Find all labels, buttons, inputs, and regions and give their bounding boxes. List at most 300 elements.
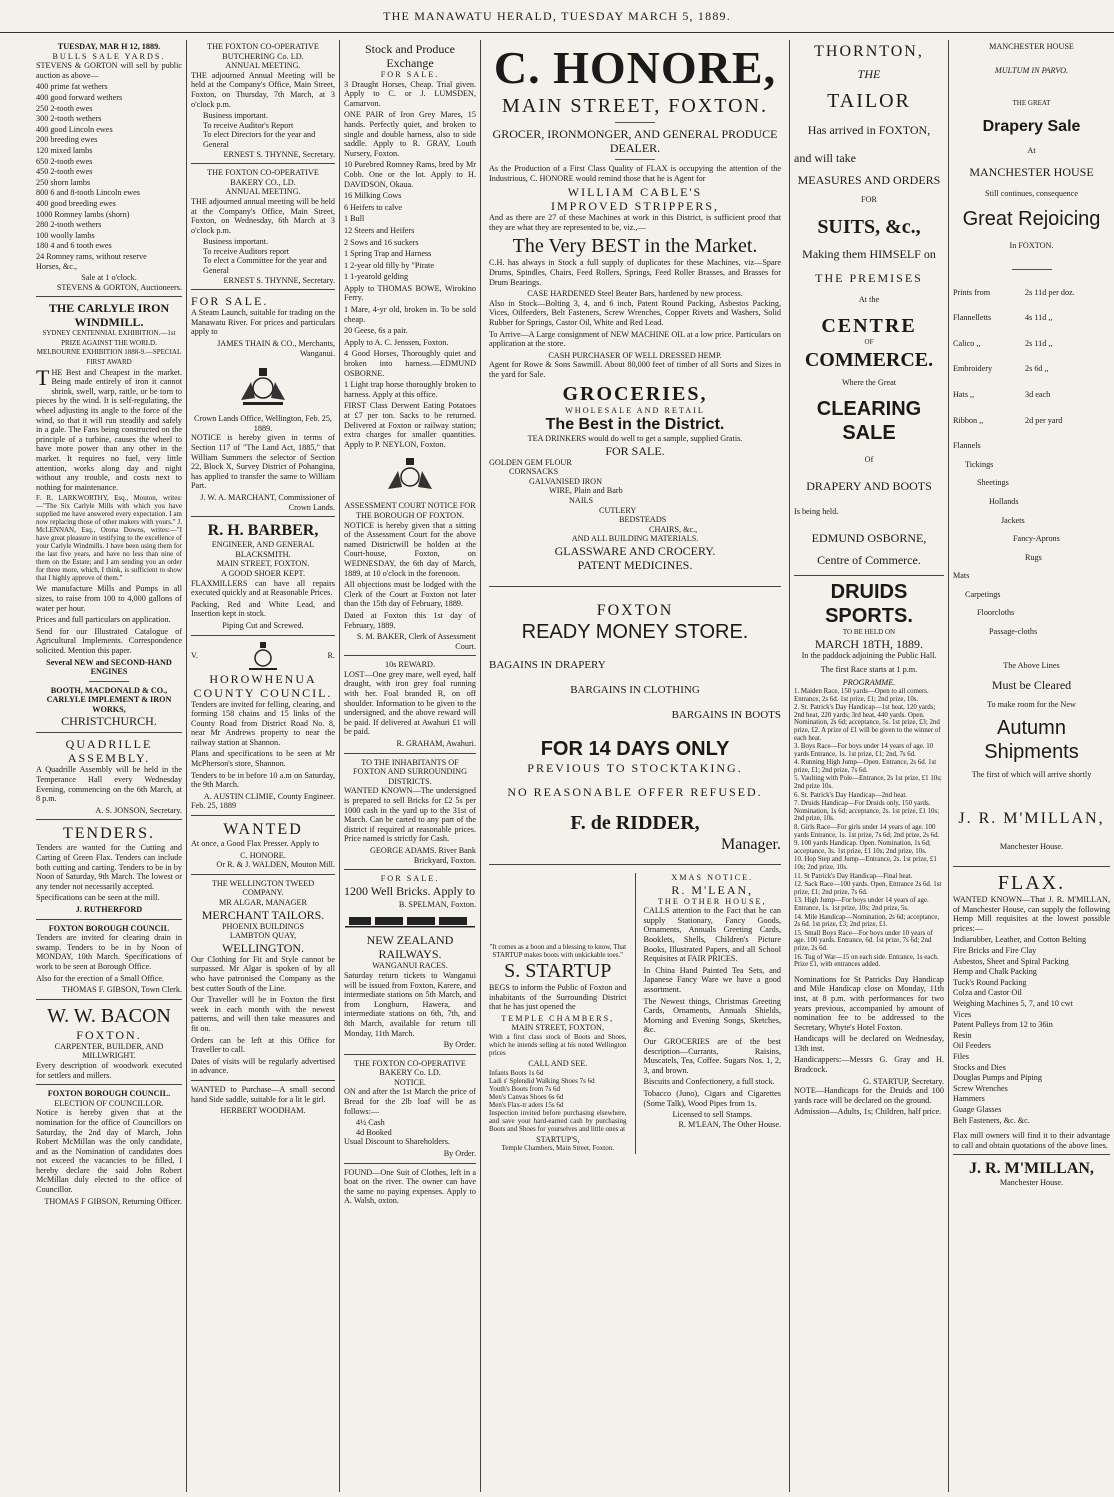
ad-body: And as there are 27 of these Machines at work in this District, is sufficient proof that they are what they are represented to be, viz.,— <box>489 213 781 232</box>
ad-body: Nominations for St Patricks Day Handicap and Mile Handicap close on Monday, 11th inst, at 8 p.m. with performances for two years previous, accompanied by amount of nomination fee to be addressed to the Secretary, Whyte's Hotel Foxton. <box>794 974 944 1032</box>
listing: Apply to A. C. Jenssen, Foxton. <box>344 337 449 347</box>
ad-line: PHOENIX BUILDINGS <box>221 921 305 931</box>
ad-body: BEGS to inform the Public of Foxton and inhabitants of the Surrounding District that he has just opened the <box>489 983 627 1012</box>
listing: FIRST Class Derwent Eating Potatoes at £7 per ton. Sacks to be returned. Delivered at Foxton or railway station; extra charges for smaller quantities. Apply to P. NEYLON, Foxton. <box>344 401 476 449</box>
goods-item: Rugs <box>1025 552 1042 562</box>
ad-signature: A. S. JONSON, Secretary. <box>95 805 182 815</box>
sale-item: 450 2-tooth ewes <box>36 167 93 177</box>
ad-body: Handicaps will be declared on Wednesday, 13th inst. <box>794 1034 944 1053</box>
ad-line: IMPROVED STRIPPERS, <box>550 199 720 214</box>
sale-item: 400 good Lincoln ewes <box>36 124 113 134</box>
ad-line: To receive Auditors report <box>203 246 290 256</box>
ad-heading: FOR SALE. <box>380 874 440 884</box>
ad-heading: 10s REWARD. <box>384 660 436 670</box>
ad-line: THE PREMISES <box>815 270 923 285</box>
price-item: Flannelletts <box>953 313 992 323</box>
ad-signature: EDMUND OSBORNE, <box>811 530 927 545</box>
ad-quote: "It comes as a boon and a blessing to know, That STARTUP makes boots with unkickable toes." <box>489 943 627 960</box>
ad-heading: S. STARTUP <box>504 960 612 983</box>
listing: 20 Geese, 6s a pair. <box>344 326 408 336</box>
ad-body: Notice is hereby given that at the nomination for the office of Councillors on Saturday, the 2nd day of March, John Robert McMillan was the only candidate, and as the Nomination of candidates does not exceed the vacancies to be filled, I hereby declare the said John Robert McMillan duly elected to the office of Councillor. <box>36 1108 182 1195</box>
ad-line: ENGINEER, AND GENERAL BLACKSMITH. <box>211 540 315 559</box>
listing: 2 Sows and 16 suckers <box>344 237 419 247</box>
price-row <box>953 288 1110 298</box>
ad-body: A Quadrille Assembly will be held in the Temperance Hall every Wednesday Evening, commencing on the 6th March, at 8 p.m. <box>36 765 182 804</box>
price-row <box>953 390 1110 400</box>
sale-item: 250 shorn lambs <box>36 177 91 187</box>
ad-line: THE <box>857 67 881 81</box>
goods-item: Hollands <box>989 496 1019 506</box>
ad-line: BARGAINS IN BOOTS <box>671 709 781 722</box>
ad-signature: A. AUSTIN CLIMIE, County Engineer. <box>203 791 335 801</box>
listing: 1 2-year old filly by "Pirate <box>344 260 434 270</box>
sale-item: 1000 Romney lambs (shorn) <box>36 209 130 219</box>
ad-line: Where the Great <box>841 377 897 387</box>
ad-body: WANTED KNOWN—The undersigned is prepared to sell Bricks for £2 5s per 1000 cash in the yard up to the 31st of March. Can be carted to any part of the district if required at reasonable prices. Price named is strictly for Cash. <box>344 786 476 844</box>
ad-body: Orders can be left at this Office for Traveller to call. <box>191 1035 335 1055</box>
sale-item: 800 6 and 8-tooth Lincoln ewes <box>36 188 140 198</box>
requisite-item: Tuck's Round Packing <box>953 977 1027 987</box>
requisite-item: Hammers <box>953 1094 985 1104</box>
column-6 <box>949 42 1114 1492</box>
ad-subheading: ELECTION OF COUNCILLOR. <box>54 1098 164 1108</box>
ad-subheading: SYDNEY CENTENNIAL EXHIBITION.—1st PRIZE AGAINST THE WORLD. <box>42 329 176 347</box>
column-1 <box>32 42 186 1492</box>
ad-line: Business important. <box>203 111 269 121</box>
price-value: 2s 6d ,, <box>1025 364 1049 374</box>
price-value: 2s 11d per doz. <box>1025 287 1075 297</box>
ad-line: 4d Booked <box>356 1127 392 1137</box>
requisite-item: Indiarubber, Leather, and Cotton Belting <box>953 935 1087 945</box>
listing: 3 Draught Horses, Cheap. Trial given. Apply to C. or J. LUMSDEN, Carnarvon. <box>344 79 476 108</box>
column-3 <box>340 42 480 1492</box>
ad-line: WELLINGTON. <box>221 940 305 955</box>
ad-heading: TO THE INHABITANTS OF FOXTON AND SURROUNDING DISTRICTS. <box>352 757 468 786</box>
ad-line: CHAIRS, &c., <box>649 524 698 534</box>
masthead: THE MANAWATU HERALD, TUESDAY MARCH 5, 1889. <box>0 0 1114 33</box>
ad-signature: GEORGE ADAMS. River Bank Brickyard, Foxton. <box>370 845 476 865</box>
ad-body: Inspection invited before purchasing elsewhere, and save your hard-earned cash by purchasing Boots and Shoes for yourselves and little ones at <box>489 1108 627 1133</box>
ad-subheading: MAIN STREET, FOXTON. <box>502 95 768 117</box>
programme-item: 15. Small Boys Race—For boys under 10 years of age. 100 yards. Entrance, 6d. 1st prize, 7s 6d; 2nd prize, 2s 6d. <box>794 929 933 952</box>
sale-item: 200 breeding ewes <box>36 135 98 145</box>
ad-heading: Great Rejoicing <box>962 207 1101 230</box>
ad-line: GLASSWARE AND CROCERY. <box>554 544 716 559</box>
ad-line: CARPENTER, BUILDER, AND MILLWRIGHT. <box>54 1041 164 1061</box>
ad-line: MANCHESTER HOUSE <box>969 165 1094 180</box>
ad-body: Tenders are wanted for the Cutting and Carting of Green Flax. Tenders can include both cutting and carting. Tenders to be in by Noon of Saturday, 9th March. The lowest or any tender not necessarily accepted. <box>36 843 182 891</box>
listing: Apply to THOMAS BOWE, Wirokino Ferry. <box>344 283 476 303</box>
ad-line: BAGAINS IN DRAPERY <box>489 659 606 672</box>
ad-body: C.H. has always in Stock a full supply of duplicates for these Machines, viz—Spare Drums, Spindles, Chairs, Feed Rollers, Springs, Feed Roller Brasses, and Brasses for Drum Bearings. <box>489 258 781 287</box>
ad-line: At <box>1027 145 1036 155</box>
listing: 4 Good Horses, Thoroughly quiet and broken into harness.—EDMUND OSBORNE. <box>344 349 476 378</box>
sale-item: 24 Romney rams, without reserve <box>36 251 147 261</box>
ad-signature: Temple Chambers, Main Street, Foxton. <box>501 1144 614 1153</box>
ad-body: Prices and full particulars on application. <box>36 615 171 625</box>
programme-item: 3. Boys Race—For boys under 14 years of age. 10 yards Entrance, 1s. 1st prize, £1; 2nd, 7s 6d. <box>794 743 934 758</box>
requisite-item: Guage Glasses <box>953 1104 1002 1114</box>
ad-body: Biscuits and Confectionery, a full stock. <box>643 1077 775 1087</box>
ad-signature: By Order. <box>443 1040 476 1050</box>
ad-line: R. <box>327 650 335 660</box>
ad-body: Our GROCERIES are of the best description—Currants, Raisins, Muscatels, Tea, Coffee. Sugars Nos. 1, 2, 3, and brown. <box>643 1036 781 1075</box>
ad-line: PREVIOUS TO STOCKTAKING. <box>527 761 743 776</box>
requisite-item: Belt Fasteners, &c. &c. <box>953 1115 1030 1125</box>
ad-body: FLAXMILLERS can have all repairs executed quickly and at Reasonable Prices. <box>191 578 335 598</box>
requisites-list <box>953 935 1110 1125</box>
ad-line: The first of which will arrive shortly <box>971 769 1092 779</box>
ad-heading: COMMERCE. <box>804 348 934 371</box>
ad-line: To elect Directors for the year and General <box>203 130 316 149</box>
ad-line: GOLDEN GEM FLOUR <box>489 457 572 467</box>
ad-body: We manufacture Mills and Pumps in all sizes, to raise from 100 to 4,000 gallons of water per hour. <box>36 584 182 613</box>
ad-body: THE adjourned Annual Meeting will be held at the Company's Office, Main Street, Foxton, on Thursday, 7th March, at 3 o'clock p.m. <box>191 70 335 109</box>
requisite-item: Douglas Pumps and Piping <box>953 1073 1042 1083</box>
ad-heading: FOXTON BOROUGH COUNCIL <box>48 923 170 933</box>
price-item: Embroidery <box>953 364 993 374</box>
listing: 16 Milking Cows <box>344 191 402 201</box>
ad-line: and will take <box>794 151 856 165</box>
ad-subheading: TO BE HELD ON <box>842 627 896 636</box>
ad-signature: S. M. BAKER, Clerk of Assessment Court. <box>356 632 476 651</box>
ad-body: NOTICE is hereby given in terms of Section 117 of "The Land Act, 1885," that William Summers the selector of Section 22, Block X, Survey District of Pohangina, has applied to transfer the same to William Part. <box>191 433 335 491</box>
ad-subheading: NOTICE. <box>393 1077 427 1087</box>
ad-body: A Steam Launch, suitable for trading on the Manawatu River. For prices and particulars apply to <box>191 308 335 337</box>
ad-line: Business important. <box>203 237 269 247</box>
ad-heading: BULLS SALE YARDS. <box>52 51 166 61</box>
ad-subheading: FOXTON. <box>76 1027 142 1042</box>
ad-line: Feb. 25, 1889 <box>191 801 237 811</box>
ad-body: Tobacco (Juno), Cigars and Cigarettes (Some Talk), Wood Pipes from 1s. <box>643 1088 781 1108</box>
ad-body: The Newest things, Christmas Greeting Cards, Ornaments, Annuals Shields, Morning and Evening Songs, Sketches, &c. <box>643 996 781 1035</box>
requisite-item: Oil Feeders <box>953 1041 991 1051</box>
ad-line: To elect a Committee for the year and General <box>203 256 327 276</box>
listing: 6 Heifers to calve <box>344 202 402 212</box>
programme-item: 9. 100 yards Handicap. Open. Nomination, 1s 6d; acceptance, 3s. 1st prize, £1 10s; 2nd prize, 10s. <box>794 840 931 855</box>
goods-item: Mats <box>953 571 970 581</box>
price-value: 2s 11d ,, <box>1025 338 1053 348</box>
programme-item: 1. Maiden Race, 150 yards—Open to all comers. Entrance, 2s 6d. 1st prize, £1; 2nd prize, 10s. <box>794 687 929 703</box>
ad-signature: ERNEST S. THYNNE, Secretary. <box>223 149 335 159</box>
sale-item: 100 woolly lambs <box>36 230 95 240</box>
ad-signature: J. R. M'MILLAN, <box>969 1160 1094 1178</box>
ad-heading: THE WELLINGTON TWEED COMPANY. <box>211 878 315 898</box>
ad-subheading: FOR SALE. <box>605 443 665 458</box>
ad-line: CASH PURCHASER OF WELL DRESSED HEMP. <box>548 350 722 360</box>
testimonials: F. R. LARKWORTHY, Esq., Mouton, writes:—"The Six Carlyle Mills with which you have supplied me have answered every expectation. I am now replacing those of other makers with yours." J. McLENNAN, Esq., Orona Downs, writes:—"I have great pleasure in testifying to the excellence of your Carlyle Windmills. I have been using them for the last five years, and have no less than nine of them on the Estate; and I am sending you an order for three more, which, I think, is sufficient to show that I highly approve of them." <box>36 494 182 583</box>
sale-item: Horses, &c., <box>36 262 77 272</box>
ad-line: Making them HIMSELF on <box>802 246 936 261</box>
programme-item: 7. Druids Handicap—For Druids only, 150 yards. Nomination, 1s 6d; acceptance, 2s. 1st prize, £1 10s; 2nd prize, 10s. <box>794 800 940 823</box>
column-4 <box>481 42 789 1492</box>
ad-body: Packing, Red and White Lead, and Insertion kept in stock. <box>191 599 335 619</box>
ad-line: DRAPERY AND BOOTS <box>806 478 932 493</box>
requisite-item: Asbestos, Sheet and Spiral Packing <box>953 956 1069 966</box>
ad-line: WIRE, Plain and Barb <box>549 486 623 496</box>
requisite-item: Files <box>953 1051 969 1061</box>
ad-line: THE GREAT <box>1012 99 1051 108</box>
ad-line: PATENT MEDICINES. <box>577 558 693 573</box>
issue-date: TUESDAY, MAR H 12, 1889. <box>57 42 161 51</box>
ad-line: LAMBTON QUAY, <box>229 931 297 941</box>
ad-heading: R. H. BARBER, <box>207 522 319 540</box>
ad-line: Has arrived in FOXTON, <box>807 123 931 137</box>
ad-heading: W. W. BACON <box>47 1004 171 1027</box>
price-item: Hats ,, <box>953 389 975 399</box>
ad-body: Our Traveller will be in Foxton the first week in each month with the newest patterns, and will then take measures and fit on. <box>191 995 335 1033</box>
ad-line: MAIN STREET, FOXTON, <box>511 1023 604 1033</box>
ad-subheading: WANGANUI RACES. <box>372 961 448 971</box>
ad-heading: THE FOXTON CO-OPERATIVE BUTCHERING Co. LD. <box>207 42 319 61</box>
ad-line: AND ALL BUILDING MATERIALS. <box>571 534 699 544</box>
ad-heading: TENDERS. <box>63 825 155 843</box>
ad-line: Piping Cut and Screwed. <box>222 620 304 630</box>
price-value: 2d per yard <box>1025 415 1063 425</box>
requisite-item: Stocks and Dies <box>953 1062 1006 1072</box>
programme-item: 6. St. Patrick's Day Handicap—2nd heat. <box>794 791 907 799</box>
ad-body: Dates of visits will be regularly advertised in advance. <box>191 1056 335 1076</box>
ad-signature: By Order. <box>443 1149 476 1159</box>
ad-body: Tenders are invited for felling, clearing, and forming 158 chains and 15 links of the County Road from District Road No. 8, near Mr Andrews property to near the railway station at Shannon. <box>191 699 336 747</box>
ad-line: In FOXTON. <box>1009 240 1054 250</box>
ad-heading: XMAS NOTICE. <box>671 873 754 883</box>
train-icon <box>345 913 475 929</box>
ad-signature: JAMES THAIN & CO., Merchants, Wanganui. <box>217 339 335 358</box>
ad-line: NO REASONABLE OFFER REFUSED. <box>507 785 763 800</box>
sale-item: 280 2-tooth wethers <box>36 220 102 230</box>
ad-line: GALVANISED IRON <box>529 476 603 486</box>
ad-body: Usual Discount to Shareholders. <box>344 1137 450 1147</box>
goods-item: Passage-cloths <box>989 627 1038 637</box>
ad-heading: FOR 14 DAYS ONLY <box>540 738 730 761</box>
ad-signature: J. R. M'MILLAN, <box>958 810 1105 828</box>
goods-item: Tickings <box>965 459 994 469</box>
ad-body: NOTE—Handicaps for the Druids and 100 yards race will be declared on the ground. <box>794 1086 944 1105</box>
ad-heading: The Very BEST in the Market. <box>512 235 758 258</box>
ad-body: To Arrive—A Large consignment of NEW MACHINE OIL at a low price. Particulars on application at the store. <box>489 329 781 349</box>
ad-heading: Drapery Sale <box>982 117 1081 135</box>
goods-item: Jackets <box>1001 515 1025 525</box>
goods-item: Fancy-Aprons <box>1013 534 1060 544</box>
ad-body: STEVENS & GORTON will sell by public auction as above— <box>36 61 182 80</box>
sale-list <box>36 82 182 272</box>
ad-body: At once, a Good Flax Presser. Apply to <box>191 839 320 849</box>
sale-item: 650 2-tooth ewes <box>36 156 93 166</box>
ad-signature: J. W. A. MARCHANT, Commissioner of Crown Lands. <box>200 492 335 512</box>
ad-subheading: WHOLESALE AND RETAIL <box>565 405 705 415</box>
goods-item: Carpetings <box>965 589 1001 599</box>
ad-line: Licensed to sell Stamps. <box>672 1110 753 1120</box>
listing: 1 Bull <box>344 214 365 224</box>
requisite-item: Patent Pulleys from 12 to 36in <box>953 1020 1053 1030</box>
ad-heading: FOXTON <box>596 602 674 620</box>
ad-line: WILLIAM CABLE'S <box>567 185 703 200</box>
ad-line: CORNSACKS <box>509 467 559 477</box>
ad-line: The first Race starts at 1 p.m. <box>820 664 918 674</box>
ad-body: WANTED to Purchase—A small second hand Side saddle, suitable for a lit le girl. <box>191 1084 335 1104</box>
requisite-item: Fire Bricks and Fire Clay <box>953 946 1037 955</box>
ad-line: CUTLERY <box>599 505 637 515</box>
ad-signature: STARTUP'S, <box>536 1134 580 1144</box>
ad-line: TEMPLE CHAMBERS, <box>501 1013 615 1023</box>
goods-item: Sheetings <box>977 478 1009 488</box>
ad-body: Flax mill owners will find it to their advantage to call and obtain quotations of the above lines. <box>953 1131 1110 1150</box>
sale-item: 120 mixed lambs <box>36 145 93 155</box>
ad-body: LOST—One grey mare, well eyed, half draught, with iron grey foal running with her. Foal branded R, on off shoulder. Information to be given to the undersigned, and the above reward will be paid. If delivered at Awahuri £1 will be paid. <box>344 669 476 737</box>
ad-heading: THORNTON, <box>814 43 924 60</box>
ad-line: MULTUM IN PARVO. <box>994 65 1069 75</box>
programme-item: 4. Running High Jump—Open. Entrance, 2s 6d. 1st prize, £1; 2nd prize, 7s 6d. <box>794 759 937 774</box>
ad-heading: HOROWHENUA COUNTY COUNCIL. <box>193 671 333 700</box>
price-list <box>953 288 1110 426</box>
price-row <box>953 339 1110 349</box>
ad-body: THE Best and Cheapest in the market. Being made entirely of iron it cannot shrink, swell, warp, rattle, or be torn to pieces by the wind. It is self-regulating, the wheel adjusting its angle to the force of the wind, so that it will run steadily and safely in a gale. The Fans being constructed on the principle of a turbine, causes the wheel to have more power than any other in the market. It requires no fuel, very little attention, works along day and night without any trouble, and costs next to nothing for maintenance. <box>36 364 182 492</box>
listing: 1 Mare, 4-yr old, broken in. To be sold cheap. <box>344 305 476 324</box>
ad-signature: B. SPELMAN, Foxton. <box>398 899 476 909</box>
ad-line: To make room for the New <box>987 700 1076 710</box>
price-value: 4s 11d ,, <box>1025 313 1053 323</box>
ad-heading: MANCHESTER HOUSE <box>989 42 1074 51</box>
ad-line: MR ALGAR, MANAGER <box>218 898 308 907</box>
ad-body: Also in Stock—Bolting 3, 4, and 6 inch, Patent Round Packing, Asbestos Packing, Vices, Oilfeeders, Belt Fasteners, Screw Wrenches, Copper Rivets and Washers, Solid Rubber for Springs, Castor Oil, White and Red Lead. <box>489 298 781 327</box>
ad-body: Every description of woodwork executed for settlers and millers. <box>36 1060 182 1080</box>
ad-signature: STEVENS & GORTON, Auctioneers. <box>56 282 182 292</box>
programme-item: 2. St. Patrick's Day Handicap—1st heat, 120 yards; 2nd heat, 220 yards; 3rd heat, 440 yards. Open. Nomination, 2s 6d; acceptance, 5s. 1st prize, £3; 2nd prize, £2. A prize of £1 will be given to the winner of each heat. <box>794 704 941 742</box>
ad-signature: Manchester House. <box>999 842 1064 852</box>
ad-body: THE adjourned annual meeting will be held at the Company's Office, Main Street, Foxton, on Wednesday, 6th March at 3 o'clock p.m. <box>191 196 335 235</box>
listing: ONE PAIR of Iron Grey Mares, 15 hands. Perfectly quiet, and broken to single and double harness, also to side saddle. Apply to R. GRAY, Louth Nursery, Foxton. <box>344 110 476 158</box>
ad-line: At the <box>858 294 880 304</box>
ad-body: With a first class stock of Boots and Shoes, which he intends selling at his noted Wellington prices <box>489 1033 627 1057</box>
ad-body: All objections must be lodged with the Clerk of the Court at Foxton not later than the 15th day of February, 1889. <box>344 580 476 609</box>
ad-heading: TAILOR <box>827 90 911 112</box>
ad-body: NOTICE is hereby given that a sitting of the Assessment Court for the above named Districtwill be holden at the Court-house, Foxton, on WEDNESDAY, the 6th day of March, 1889, at 10 o'clock in the forenoon. <box>344 520 476 578</box>
ad-line: 4½ Cash <box>356 1118 385 1128</box>
ad-line: FOR <box>861 195 877 204</box>
ad-heading: Autumn Shipments <box>984 716 1079 763</box>
ad-line: Crown Lands Office, Wellington, Feb. 25, 1889. <box>194 414 332 433</box>
ad-signature: CARLYLE IMPLEMENT & IRON WORKS, <box>46 695 172 714</box>
ad-line: NAILS <box>569 496 594 506</box>
ad-signature: Manager. <box>721 836 781 854</box>
ad-signature: R. GRAHAM, Awahuri. <box>396 739 476 749</box>
ad-signature: C. HONORE. <box>240 850 286 860</box>
ad-signature: BOOTH, MACDONALD & CO., <box>50 685 168 695</box>
ad-line: To receive Auditor's Report <box>203 120 294 130</box>
programme-item: 14. Mile Handicap—Nomination, 2s 6d; acceptance, 2s 6d. 1st prize, £3; 2nd prize, £1. <box>794 913 940 929</box>
ad-signature: Or R. & J. WALDEN, Mouton Mill. <box>216 860 335 870</box>
ad-heading: MERCHANT TAILORS. <box>201 907 325 922</box>
ad-line: MEASURES AND ORDERS <box>797 173 941 187</box>
ad-body: ON and after the 1st March the price of Bread for the 2lb loaf will be as follows:— <box>344 1087 476 1116</box>
price-list: Infants Boots 1s 6d Ladi s' Splendid Walking Shoes 7s 6d Youth's Boots from 7s 6d Men's Canvas Shoes 6s 6d Men's Flax-tr aders 15s 6d <box>489 1068 595 1109</box>
price-item: Ribbon ,, <box>953 415 984 425</box>
price-value: 3d each <box>1025 389 1051 399</box>
ad-body: Plans and specifications to be seen at Mr McPherson's store, Shannon. <box>191 749 335 769</box>
sale-item: 180 4 and 6 tooth ewes <box>36 241 112 251</box>
ad-body: Our Clothing for Fit and Style cannot be surpassed. Mr Algar is spoken of by all who have patronised the Company as the best cutter South of the Line. <box>191 954 335 993</box>
ad-line: GROCER, IRONMONGER, AND GENERAL PRODUCE DEALER. <box>492 127 778 155</box>
price-row <box>953 313 1110 323</box>
ad-body: Tenders to be in before 10 a.m on Saturday, the 9th March. <box>191 770 335 790</box>
ad-line: BEDSTEADS <box>619 515 667 525</box>
ad-line: Is being held. <box>794 506 839 516</box>
ad-line: Sale at 1 o'clock. <box>81 273 137 283</box>
programme-item: 5. Vaulting with Pole—Entrance, 2s 1st prize, £1 10s; 2nd prize 10s. <box>794 775 942 791</box>
ad-line: BARGAINS IN CLOTHING <box>570 684 700 697</box>
ad-heading: CLEARING SALE <box>816 398 922 445</box>
ad-signature: THOMAS F. GIBSON, Town Clerk. <box>62 985 182 995</box>
ad-line: MARCH 18TH, 1889. <box>814 637 923 652</box>
listing: 12 Steers and Heifers <box>344 225 415 235</box>
price-item: Calico ,, <box>953 338 981 348</box>
sale-item: 250 2-tooth ewes <box>36 103 93 113</box>
ad-line: MAIN STREET, FOXTON. <box>216 559 310 569</box>
ad-subheading: ANNUAL MEETING. <box>225 187 301 197</box>
ad-body: CALLS attention to the Fact that he can supply Stationary, Fancy Goods, Ornaments, Annuals Greeting Cards, Booklets, Shells, Children's Picture Books, Illustrated Papers, and all School Requisites at FAIR PRICES. <box>643 906 781 964</box>
ad-line: The Above Lines <box>1003 660 1060 670</box>
programme-list <box>794 688 944 969</box>
ad-heading: FOR SALE. <box>191 294 269 309</box>
goods-item: Floorcloths <box>977 608 1015 618</box>
programme-item: 12. Sack Race—100 yards. Open, Entrance 2s 6d. 1st prize, £1; 2nd prize, 7s 6d. <box>794 881 942 896</box>
requisite-item: Weighing Machines 5, 7, and 10 cwt <box>953 998 1073 1008</box>
price-item: Prints from <box>953 287 991 297</box>
programme-item: 13. High Jump—For boys under 14 years of age. Entrance, 1s. 1st prize, 10s; 2nd prize, 5s. <box>794 897 929 912</box>
ad-line: V. <box>191 650 198 660</box>
royal-crest-icon <box>233 364 293 408</box>
ad-heading: CENTRE <box>821 315 917 338</box>
programme-item: 10. Hop Step and Jump—Entrance, 2s. 1st prize, £1 10s; 2nd prize, 10s. <box>794 856 937 871</box>
ad-signature: ERNEST S. THYNNE, Secretary. <box>223 275 335 285</box>
startup-ad <box>489 873 627 1154</box>
ad-signature: THOMAS F GIBSON, Returning Officer. <box>44 1196 182 1206</box>
ad-body: As the Production of a First Class Quality of FLAX is occupying the attention of the Industrious, C. HONORE would remind those that he is Agent for <box>489 164 781 183</box>
ad-body: Handicappers:—Messrs G. Gray and H. Bradcock. <box>794 1055 944 1075</box>
listing: 1 1-yearold gelding <box>344 272 409 282</box>
goods-item: Flannels <box>953 441 981 451</box>
ad-subheading: ANNUAL MEETING. <box>225 61 301 71</box>
ad-signature: Manchester House. <box>999 1178 1064 1188</box>
ad-body: Send for our Illustrated Catalogue of Agricultural Implements. Correspondence solicited. Mention this paper. <box>36 626 182 655</box>
ad-body: Also for the erection of a Small Office. <box>36 973 165 983</box>
royal-crest-icon <box>243 640 283 672</box>
ad-line: Of <box>864 455 874 465</box>
ad-heading: NEW ZEALAND RAILWAYS. <box>366 933 454 962</box>
ad-signature: G. STARTUP, Secretary. <box>863 1076 944 1086</box>
ad-heading: THE FOXTON CO-OPERATIVE BAKERY Co. LD. <box>354 1058 466 1078</box>
ad-heading: DRUIDS SPORTS. <box>825 580 913 627</box>
ad-body: Agent for Rowe & Sons Sawmill. About 80,000 feet of timber of all Sorts and Sizes in the yard for Sale. <box>489 360 781 379</box>
listing: 1 Light trap horse thoroughly broken to harness. Apply at this office. <box>344 380 476 399</box>
ad-body: FOUND—One Suit of Clothes, left in a boat on the river. The owner can have the same no paying expenses. Apply to A. Walsh, oxton. <box>344 1167 476 1206</box>
programme-item: 11. St Patrick's Day Handicap—Final heat. <box>794 872 913 880</box>
ad-subheading: MELBOURNE EXHIBITION 1888-9.—SPECIAL FIRST AWARD <box>36 348 182 367</box>
ad-line: Must be Cleared <box>991 678 1072 693</box>
column-2 <box>187 42 339 1492</box>
ad-line: Still continues, consequence <box>985 189 1078 199</box>
ad-line: TEA DRINKERS would do well to get a sample, supplied Gratis. <box>527 434 743 444</box>
listing: 1 Spring Trap and Harness <box>344 249 432 259</box>
ad-heading: FLAX. <box>997 872 1066 895</box>
ad-heading: R. M'LEAN, <box>671 882 754 897</box>
ad-line: CASE HARDENED Steel Beater Bars, hardened by new process. <box>527 289 743 299</box>
price-row <box>953 416 1110 426</box>
ad-subheading: THE OTHER HOUSE, <box>657 896 767 906</box>
ad-line: A GOOD SHOER KEPT. <box>220 568 305 578</box>
ad-body: Admission—Adults, 1s; Children, half price. <box>794 1107 942 1117</box>
